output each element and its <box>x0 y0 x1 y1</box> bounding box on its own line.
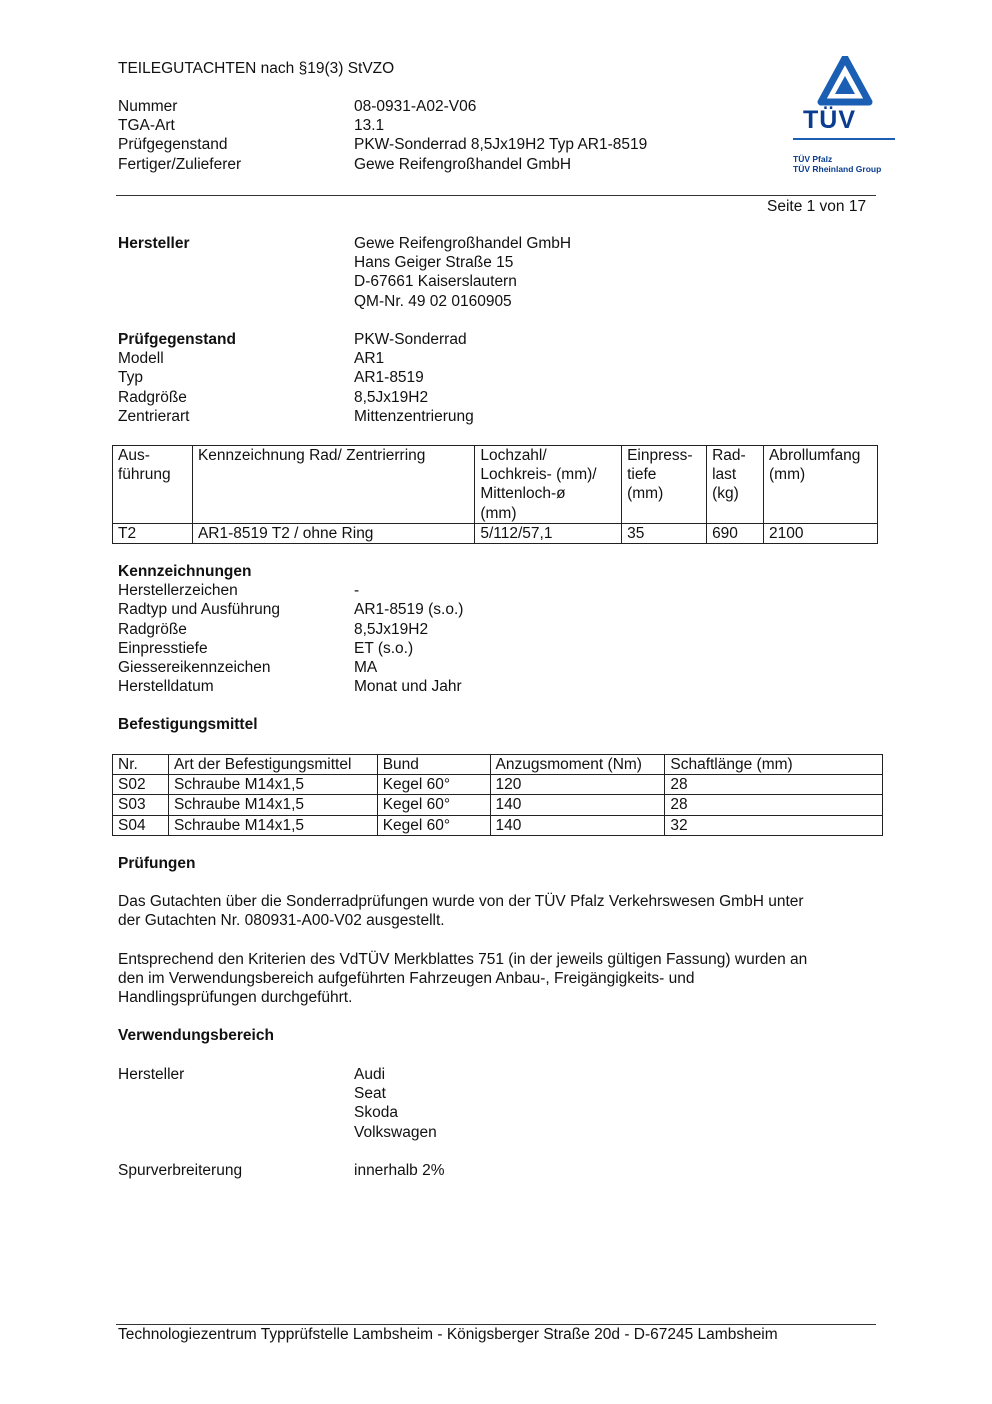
verwendung-hersteller-label: Hersteller <box>118 1066 185 1083</box>
pruef-row-zentrierart: Zentrierart Mittenzentrierung <box>118 407 474 425</box>
kz-row: Radtyp und Ausführung AR1-8519 (s.o.) <box>118 601 464 619</box>
table-cell: Kegel 60° <box>377 815 490 835</box>
pruefungen-paragraph-1: Das Gutachten über die Sonderradprüfungen wurde von der TÜV Pfalz Verkehrswesen GmbH unter der Gutachten Nr. 080931-A00-V02 ausgestellt. <box>118 893 804 930</box>
logo-rule <box>793 138 895 140</box>
pruef-row-typ: Typ AR1-8519 <box>118 369 424 387</box>
hersteller-label: Hersteller <box>118 235 190 252</box>
list-item: Skoda <box>354 1104 398 1122</box>
spurverbreiterung-label: Spurverbreiterung <box>118 1162 243 1179</box>
kz-row: Giessereikennzeichen MA <box>118 659 378 677</box>
header-meta <box>118 97 647 174</box>
header-cell: Anzugsmoment (Nm) <box>490 755 665 775</box>
table-cell: 32 <box>665 815 883 835</box>
table-cell: 2100 <box>764 523 878 543</box>
table-row <box>113 775 883 795</box>
table-row <box>113 815 883 835</box>
header-cell-ausfuehrung: Aus- führung <box>113 446 193 524</box>
header-divider <box>116 195 876 196</box>
table-cell: 35 <box>622 523 707 543</box>
wheel-table-header <box>113 446 878 524</box>
header-cell-abrollumfang: Abrollumfang (mm) <box>764 446 878 524</box>
tuv-logo-subtitle: TÜV Pfalz TÜV Rheinland Group <box>793 154 882 174</box>
pruefgegenstand-block <box>118 330 474 426</box>
befestigung-table-header <box>113 755 883 775</box>
meta-row-tga-art: TGA-Art 13.1 <box>118 117 385 135</box>
header-cell: Schaftlänge (mm) <box>665 755 883 775</box>
pruef-row-radgroesse: Radgröße 8,5Jx19H2 <box>118 388 429 406</box>
header-cell-lochzahl: Lochzahl/ Lochkreis- (mm)/ Mittenloch-ø (mm) <box>475 446 622 524</box>
page-number: Seite 1 von 17 <box>767 198 867 215</box>
meta-row-fertiger: Fertiger/Zulieferer Gewe Reifengroßhandel GmbH <box>118 155 572 173</box>
pruef-row-modell: Modell AR1 <box>118 350 385 368</box>
table-cell: Kegel 60° <box>377 775 490 795</box>
verwendung-title: Verwendungsbereich <box>118 1027 274 1044</box>
header-cell-radlast: Rad- last (kg) <box>707 446 764 524</box>
hersteller-address: Gewe Reifengroßhandel GmbH Hans Geiger Straße 15 D-67661 Kaiserslautern QM-Nr. 49 02 0160905 <box>354 235 572 310</box>
befestigung-title: Befestigungsmittel <box>118 716 258 733</box>
list-item: Volkswagen <box>354 1123 437 1141</box>
table-row <box>113 523 878 543</box>
table-cell: 140 <box>490 815 665 835</box>
table-cell: 140 <box>490 795 665 815</box>
table-cell: T2 <box>113 523 193 543</box>
header-cell: Art der Befestigungsmittel <box>168 755 377 775</box>
list-item: Audi <box>354 1066 386 1083</box>
table-cell: S04 <box>113 815 169 835</box>
spurverbreiterung-value: innerhalb 2% <box>354 1162 445 1179</box>
kennzeichnungen-block <box>118 562 463 696</box>
pruefungen-title: Prüfungen <box>118 855 196 872</box>
table-cell: Schraube M14x1,5 <box>168 815 377 835</box>
befestigung-table <box>112 754 883 836</box>
list-item: Seat <box>354 1085 386 1103</box>
header-cell: Nr. <box>113 755 169 775</box>
kz-row: Radgröße 8,5Jx19H2 <box>118 620 429 638</box>
table-cell: Schraube M14x1,5 <box>168 795 377 815</box>
header-cell-einpresstiefe: Einpress- tiefe (mm) <box>622 446 707 524</box>
table-cell: 690 <box>707 523 764 543</box>
footer-address: Technologiezentrum Typprüfstelle Lambsheim - Königsberger Straße 20d - D-67245 Lambsheim <box>118 1326 778 1343</box>
tuv-logo <box>793 56 897 174</box>
table-cell: S03 <box>113 795 169 815</box>
pruefgegenstand-heading: Prüfgegenstand PKW-Sonderrad <box>118 331 467 348</box>
table-cell: Schraube M14x1,5 <box>168 775 377 795</box>
table-cell: 5/112/57,1 <box>475 523 622 543</box>
tuv-triangle-icon <box>793 56 897 106</box>
kz-row: Einpresstiefe ET (s.o.) <box>118 639 414 657</box>
pruefungen-paragraph-2: Entsprechend den Kriterien des VdTÜV Merkblattes 751 (in der jeweils gültigen Fassung) wurden an den im Verwendungsbereich aufgeführten Fahrzeugen Anbau-, Freigängigkeits- und Handlingsprüfungen durchgeführt. <box>118 951 808 1007</box>
verwendung-hersteller-list <box>354 1065 437 1142</box>
table-cell: 28 <box>665 775 883 795</box>
kennzeichnungen-title: Kennzeichnungen <box>118 563 252 580</box>
wheel-table <box>112 445 878 544</box>
meta-row-pruefgegenstand: Prüfgegenstand PKW-Sonderrad 8,5Jx19H2 Typ AR1-8519 <box>118 136 648 154</box>
document-title: TEILEGUTACHTEN nach §19(3) StVZO <box>118 60 395 77</box>
table-cell: AR1-8519 T2 / ohne Ring <box>192 523 474 543</box>
table-cell: 120 <box>490 775 665 795</box>
kz-row: Herstellerzeichen - <box>118 582 360 600</box>
table-cell: Kegel 60° <box>377 795 490 815</box>
table-row <box>113 795 883 815</box>
meta-row-nummer: Nummer 08-0931-A02-V06 <box>118 98 477 115</box>
table-cell: 28 <box>665 795 883 815</box>
table-cell: S02 <box>113 775 169 795</box>
header-cell: Bund <box>377 755 490 775</box>
tuv-logo-word: TÜV <box>803 106 856 134</box>
kz-row: Herstelldatum Monat und Jahr <box>118 678 462 696</box>
header-cell-kennzeichnung: Kennzeichnung Rad/ Zentrierring <box>192 446 474 524</box>
